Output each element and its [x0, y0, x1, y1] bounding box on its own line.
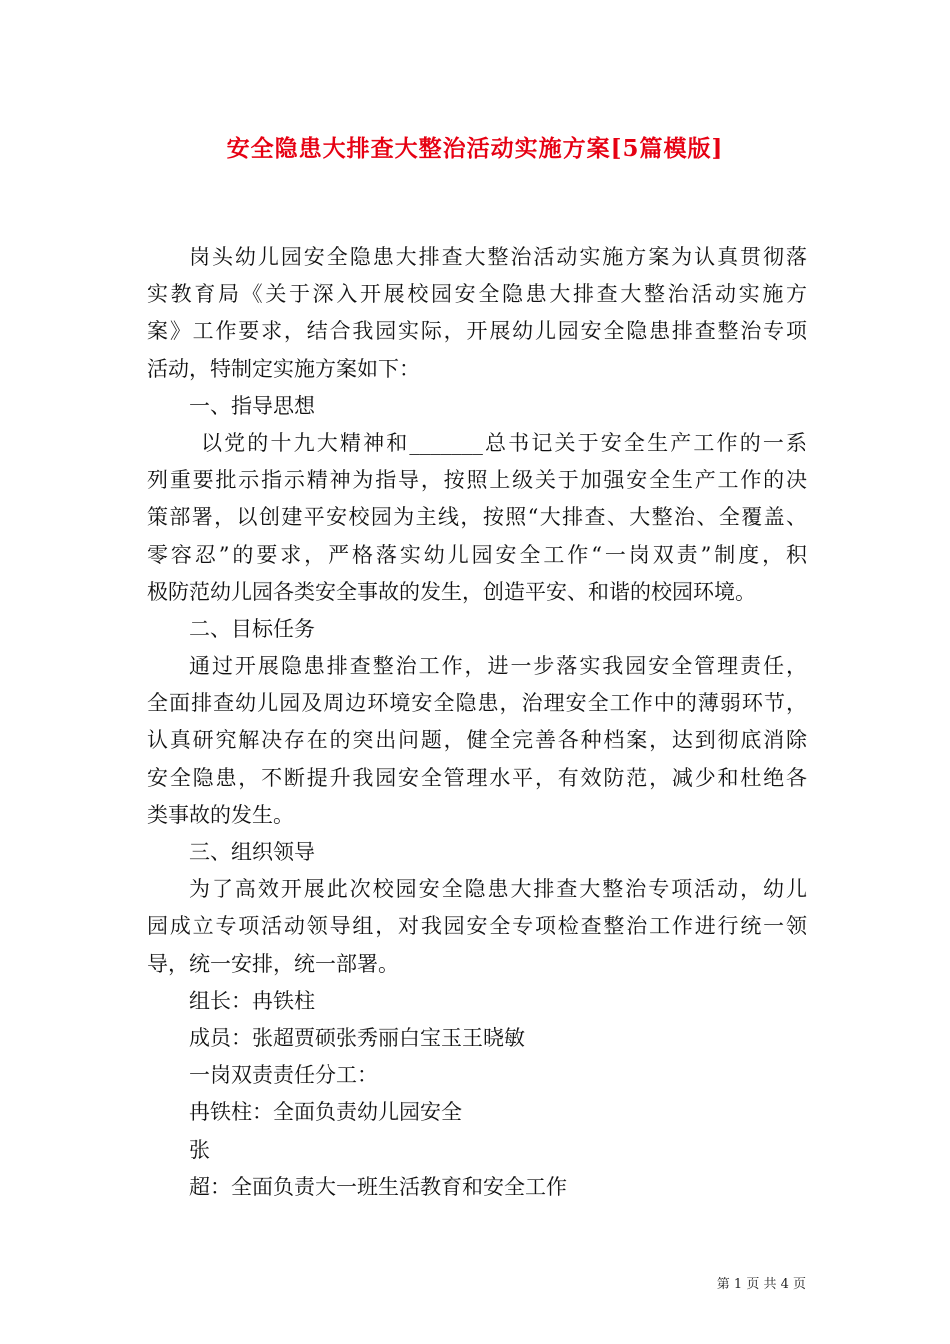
section3-line: 园成立专项活动领导组，对我园安全专项检查整治工作进行统一领 [147, 914, 807, 939]
section3-line: 为了高效开展此次校园安全隐患大排查大整治专项活动，幼儿 [189, 877, 807, 902]
duty-line: 超：全面负责大一班生活教育和安全工作 [189, 1174, 567, 1199]
section-heading-2: 二、目标任务 [189, 616, 315, 641]
members-line: 成员：张超贾硕张秀丽白宝玉王晓敏 [189, 1025, 525, 1050]
section-heading-1: 一、指导思想 [189, 393, 315, 418]
section-heading-3: 三、组织领导 [189, 840, 315, 864]
section2-line: 全面排查幼儿园及周边环境安全隐患，治理安全工作中的薄弱环节， [147, 691, 807, 716]
duty-line: 冉铁柱：全面负责幼儿园安全 [189, 1100, 462, 1125]
intro-line: 实教育局《关于深入开展校园安全隐患大排查大整治活动实施方 [147, 282, 807, 307]
section2-line: 类事故的发生。 [147, 802, 294, 827]
duty-line: 张 [189, 1137, 210, 1162]
intro-line: 案》工作要求，结合我园实际，开展幼儿园安全隐患排查整治专项 [147, 319, 807, 344]
section1-line: 极防范幼儿园各类安全事故的发生，创造平安、和谐的校园环境。 [147, 579, 756, 604]
section1-line: 策部署，以创建平安校园为主线，按照“大排查、大整治、全覆盖、 [147, 505, 807, 530]
document-title: 安全隐患大排查大整治活动实施方案[5篇模版] [226, 135, 724, 162]
leader-line: 组长：冉铁柱 [189, 988, 315, 1013]
section2-line: 通过开展隐患排查整治工作，进一步落实我园安全管理责任， [189, 654, 807, 679]
document-body [147, 239, 807, 1206]
page-number: 第 1 页 共 4 页 [716, 1277, 806, 1292]
section1-line: 零容忍”的要求，严格落实幼儿园安全工作“一岗双责”制度，积 [147, 542, 807, 567]
section2-line: 认真研究解决存在的突出问题，健全完善各种档案，达到彻底消除 [147, 728, 807, 753]
intro-line: 活动，特制定实施方案如下： [147, 356, 420, 381]
duty-heading: 一岗双责责任分工： [189, 1063, 378, 1088]
section2-line: 安全隐患，不断提升我园安全管理水平，有效防范，减少和杜绝各 [147, 765, 807, 790]
section3-line: 导，统一安排，统一部署。 [147, 951, 399, 976]
section1-line: 以党的十九大精神和_______总书记关于安全生产工作的一系 [201, 430, 807, 455]
intro-line: 岗头幼儿园安全隐患大排查大整治活动实施方案为认真贯彻落 [189, 245, 807, 269]
section1-line: 列重要批示指示精神为指导，按照上级关于加强安全生产工作的决 [147, 468, 807, 493]
